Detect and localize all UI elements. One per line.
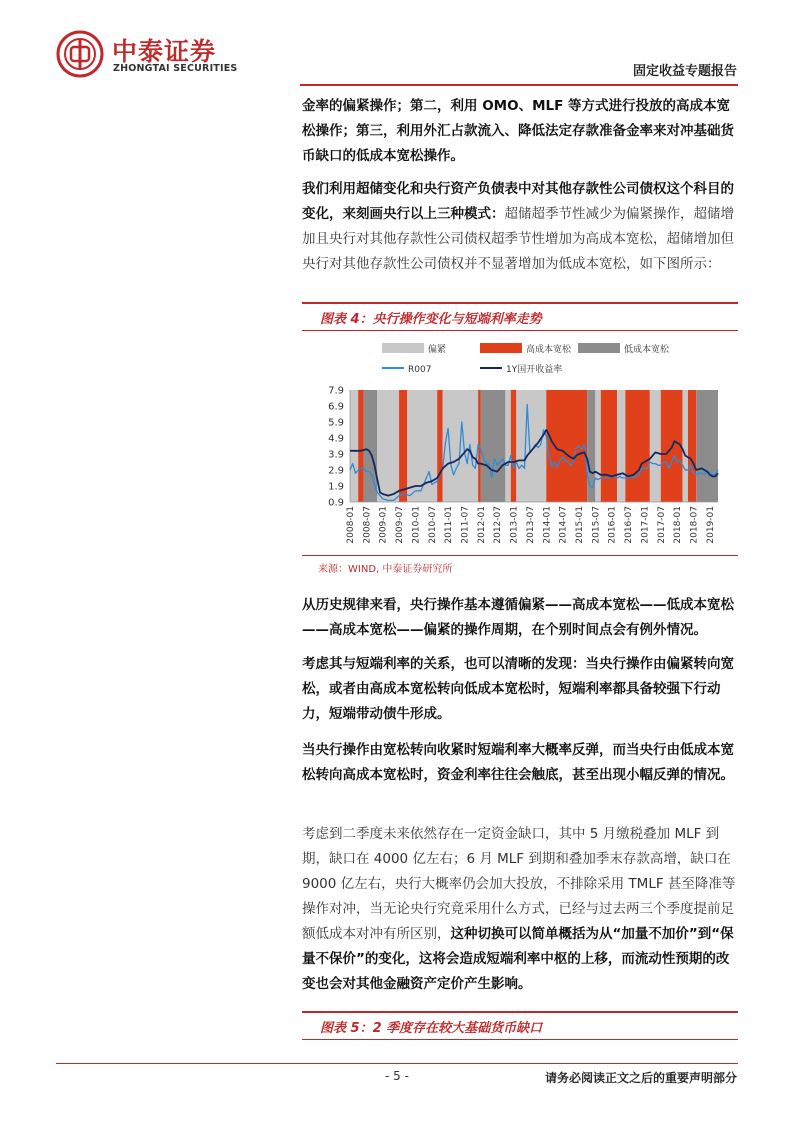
legend-label: 高成本宽松	[526, 345, 572, 355]
y-tick-label: 1.9	[328, 481, 344, 493]
y-tick-label: 4.9	[328, 433, 344, 445]
x-tick-label: 2009-07	[395, 506, 406, 544]
footer-disclaimer: 请务必阅读正文之后的重要声明部分	[544, 1071, 737, 1085]
regime-band	[601, 390, 617, 502]
regime-band	[481, 390, 506, 502]
regime-band	[617, 390, 625, 502]
paragraph-1: 金率的偏紧操作；第二，利用 OMO、MLF 等方式进行投放的高成本宽松操作；第三，利用外汇占款流入、降低法定存款准备金率来对冲基础货币缺口的低成本宽松操作。	[302, 98, 734, 164]
regime-band	[399, 390, 407, 502]
x-tick-label: 2012-01	[476, 506, 487, 544]
x-tick-label: 2010-07	[427, 506, 438, 544]
logo-english-name: ZHONGTAI SECURITIES	[113, 63, 238, 74]
regime-band	[696, 390, 718, 502]
x-tick-label: 2017-07	[656, 506, 667, 544]
y-tick-label: 6.9	[328, 401, 344, 413]
legend-label: 1Y国开收益率	[506, 365, 563, 375]
figure-4-title-bar	[302, 302, 738, 331]
y-tick-label: 2.9	[328, 465, 344, 477]
paragraph-6-body: 考虑到二季度未来依然存在一定资金缺口，其中 5 月缴税叠加 MLF 到期，缺口在 4000 亿左右；6 月 MLF 到期和叠加季末存款高增，缺口在 9000 亿左右，央行大概率仍会加大投放，不排除采用 TMLF 甚至降准等操作对冲，当无论央行究竟采用什么方式，已经与过去两三个季度提前足额低成本对冲有所区别，	[302, 826, 736, 942]
regime-band	[587, 390, 595, 502]
page-number: - 5 -	[385, 1069, 409, 1083]
x-tick-label: 2010-01	[411, 506, 422, 544]
x-tick-label: 2013-07	[525, 506, 536, 544]
paragraph-6	[302, 822, 740, 997]
y-tick-label: 7.9	[328, 385, 344, 397]
paragraph-4: 考虑其与短端利率的关系，也可以清晰的发现：当央行操作由偏紧转向宽松，或者由高成本宽松转向低成本宽松时，短端利率都具备较强下行动力，短端带动债牛形成。	[302, 656, 734, 722]
paragraph-5: 当央行操作由宽松转向收紧时短端利率大概率反弹，而当央行由低成本宽松转向高成本宽松时，资金利率往往会触底，甚至出现小幅反弹的情况。	[302, 742, 734, 783]
logo-chinese-name: 中泰证券	[112, 37, 217, 66]
x-tick-label: 2017-01	[640, 506, 651, 544]
legend-label: 偏紧	[428, 345, 447, 355]
y-tick-label: 0.9	[328, 497, 344, 509]
paragraph-3: 从历史规律来看，央行操作基本遵循偏紧——高成本宽松——低成本宽松——高成本宽松——偏紧的操作周期，在个别时间点会有例外情况。	[302, 597, 734, 638]
regime-band	[505, 390, 510, 502]
regime-band	[683, 390, 688, 502]
paragraph-2	[302, 177, 740, 277]
legend-swatch	[480, 343, 522, 353]
regime-band	[650, 390, 661, 502]
legend-label: R007	[408, 365, 432, 375]
x-tick-label: 2019-01	[705, 506, 716, 544]
regime-band	[377, 390, 399, 502]
x-tick-label: 2011-07	[460, 506, 471, 544]
legend-label: 低成本宽松	[624, 345, 670, 355]
figure-5-title-bar	[302, 1011, 738, 1040]
regime-band	[350, 390, 358, 502]
x-tick-label: 2014-07	[558, 506, 569, 544]
y-tick-label: 5.9	[328, 417, 344, 429]
x-tick-label: 2016-01	[607, 506, 618, 544]
figure-4-source: 来源：WIND, 中泰证券研究所	[318, 564, 453, 575]
regime-band	[595, 390, 600, 502]
regime-band	[437, 390, 442, 502]
regime-band	[546, 390, 587, 502]
figure-5-title: 图表 5：2 季度存在较大基础货币缺口	[320, 1021, 543, 1036]
x-tick-label: 2018-01	[673, 506, 684, 544]
x-tick-label: 2008-07	[362, 506, 373, 544]
x-tick-label: 2008-01	[346, 506, 356, 544]
regime-band	[688, 390, 696, 502]
legend-swatch	[382, 343, 424, 353]
company-logo	[56, 30, 286, 80]
x-tick-label: 2016-07	[624, 506, 635, 544]
logo-mark-icon	[56, 30, 104, 78]
chart-svg	[302, 334, 738, 554]
regime-band	[511, 390, 516, 502]
regime-band	[516, 390, 546, 502]
paragraph-2-body: 超储超季节性减少为偏紧操作，超储增加且央行对其他存款性公司债权超季节性增加为高成本宽松，超储增加但央行对其他存款性公司债权并不显著增加为低成本宽松，如下图所示：	[302, 206, 734, 272]
report-type-label: 固定收益专题报告	[632, 64, 737, 79]
x-tick-label: 2015-01	[574, 506, 585, 544]
x-tick-label: 2018-07	[689, 506, 700, 544]
footer-divider	[56, 1063, 738, 1064]
x-tick-label: 2009-01	[378, 506, 389, 544]
x-tick-label: 2015-07	[591, 506, 602, 544]
regime-band	[358, 390, 363, 502]
paragraph-2-lead: 我们利用超储变化和央行资产负债表中对其他存款性公司债权这个科目的变化，来刻画央行以上三种模式：	[302, 181, 734, 222]
legend-swatch	[578, 343, 620, 353]
header-divider	[300, 84, 738, 86]
x-tick-label: 2013-01	[509, 506, 520, 544]
figure-4-chart	[302, 334, 738, 554]
figure-4-bottom-rule	[302, 555, 738, 556]
x-tick-label: 2011-01	[444, 506, 455, 544]
paragraph-6-emphasis: 这种切换可以简单概括为从“加量不加价”到“保量不保价”的变化，这将会造成短端利率中枢的上移，而流动性预期的改变也会对其他金融资产定价产生影响。	[302, 926, 734, 992]
x-tick-label: 2012-07	[493, 506, 504, 544]
x-tick-label: 2014-01	[542, 506, 553, 544]
regime-band	[625, 390, 650, 502]
figure-4-title: 图表 4：央行操作变化与短端利率走势	[320, 312, 542, 327]
y-tick-label: 3.9	[328, 449, 344, 461]
